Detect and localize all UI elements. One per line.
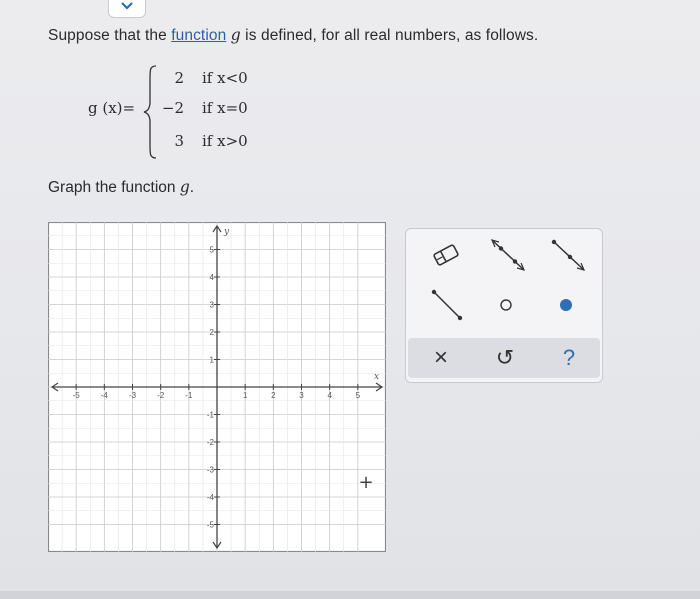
x-tick-label: -1	[185, 391, 193, 400]
help-icon: ?	[562, 345, 576, 370]
close-icon: ×	[433, 344, 448, 371]
eraser-icon	[431, 243, 461, 267]
y-tick-label: 2	[209, 328, 214, 337]
task-variable: g	[179, 178, 190, 196]
left-brace-icon	[142, 64, 158, 160]
ray-tool[interactable]	[546, 237, 590, 273]
y-tick-label: -2	[206, 438, 214, 447]
graph-toolbox	[405, 228, 603, 383]
piecewise-condition: if x=0	[202, 99, 248, 117]
coordinate-plane[interactable]	[48, 222, 386, 552]
line-tool[interactable]	[486, 237, 530, 273]
clear-button[interactable]	[416, 338, 466, 378]
task-text: Graph the function	[48, 179, 180, 196]
y-tick-label: -5	[206, 520, 214, 530]
segment-tool[interactable]	[424, 287, 468, 323]
chevron-down-icon	[120, 1, 134, 11]
zoom-in-icon[interactable]: +	[358, 472, 374, 493]
y-tick-label: -1	[206, 410, 214, 420]
piecewise-condition: if x<0	[202, 69, 248, 87]
ray-tool-icon	[548, 238, 588, 272]
segment-tool-icon	[426, 288, 466, 322]
x-tick-label: -2	[157, 391, 165, 400]
y-tick-label: -4	[206, 493, 214, 502]
graph-canvas[interactable]	[48, 222, 386, 552]
eraser-tool[interactable]	[424, 237, 468, 273]
function-variable: g	[230, 26, 241, 44]
undo-icon: ↺	[495, 345, 515, 370]
y-tick-label: -3	[206, 465, 214, 475]
x-tick-label: 5	[355, 391, 361, 400]
collapse-tab[interactable]	[108, 0, 146, 18]
undo-button[interactable]	[480, 338, 530, 378]
x-tick-label: 3	[299, 391, 304, 400]
bottom-bar	[0, 591, 700, 599]
function-link[interactable]: function	[171, 27, 227, 44]
x-tick-label: -3	[128, 391, 137, 400]
y-tick-label: 5	[209, 245, 214, 255]
y-tick-label: 1	[209, 355, 214, 365]
x-tick-label: 2	[271, 391, 276, 400]
prompt-text-after: is defined, for all real numbers, as follows.	[240, 27, 539, 44]
open-circle-icon	[496, 295, 516, 315]
closed-circle-icon	[556, 295, 576, 315]
x-axis-label: x	[374, 372, 380, 382]
y-tick-label: 3	[209, 300, 214, 310]
help-button[interactable]	[544, 338, 594, 378]
task-period: .	[189, 179, 195, 196]
y-axis-label: y	[224, 227, 230, 237]
problem-statement	[48, 26, 538, 45]
x-tick-label: -4	[100, 391, 108, 400]
line-tool-icon	[488, 238, 528, 272]
piecewise-lhs: g (x)=	[88, 99, 136, 117]
x-tick-label: 1	[242, 391, 248, 400]
prompt-text-before: Suppose that the	[48, 27, 172, 44]
piecewise-condition: if x>0	[202, 132, 248, 150]
task-instruction	[48, 178, 194, 197]
toolbox-footer	[408, 338, 600, 378]
piecewise-value: 2	[174, 69, 184, 87]
piecewise-value: −2	[161, 99, 184, 117]
piecewise-definition	[88, 62, 288, 162]
x-tick-label: -5	[72, 391, 80, 400]
open-point-tool[interactable]	[484, 287, 528, 323]
closed-point-tool[interactable]	[544, 287, 588, 323]
piecewise-value: 3	[174, 132, 184, 150]
x-tick-label: 4	[327, 391, 332, 400]
y-tick-label: 4	[209, 273, 214, 282]
